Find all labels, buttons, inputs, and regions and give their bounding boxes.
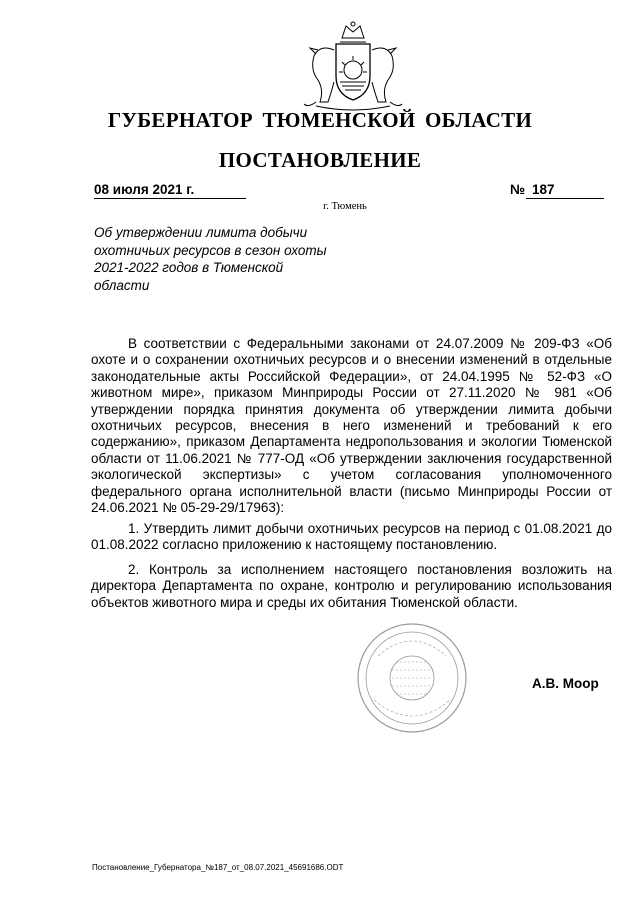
number-sign: № — [510, 182, 526, 197]
footer-filename: Постановление_Губернатора_№187_от_08.07.2021_45691686.ODT — [92, 863, 344, 872]
coat-of-arms-emblem — [302, 20, 404, 116]
authority-title: ГУБЕРНАТОР ТЮМЕНСКОЙ ОБЛАСТИ — [107, 108, 533, 132]
date-underline — [94, 198, 246, 199]
document-city: г. Тюмень — [323, 201, 367, 212]
document-type-title: ПОСТАНОВЛЕНИЕ — [218, 148, 422, 172]
document-subject: Об утверждении лимита добычи охотничьих ресурсов в сезон охоты 2021-2022 годов в Тюменской области — [94, 225, 327, 293]
item-2-paragraph: 2. Контроль за исполнением настоящего постановления возложить на директора Департамента по охране, контролю и регулированию использования объектов животного мира и среды их обитания Тюменской области. — [91, 562, 612, 610]
official-seal-stamp — [356, 622, 468, 734]
document-date: 08 июля 2021 г. — [94, 182, 195, 197]
number-underline — [526, 198, 604, 199]
preamble-paragraph: В соответствии с Федеральными законами от 24.07.2009 № 209-ФЗ «Об охоте и о сохранении охотничьих ресурсов и о внесении изменений в отдельные законодательные акты Российской Федерации», от 24.04.1995 № 52-ФЗ «О животном мире», приказом Минприроды России от 27.11.2020 № 981 «Об утверждении порядка принятия документа об утверждении лимита добычи охотничьих ресурсов, внесения в него изменений и требований к его содержанию», приказом Департамента недропользования и экологии Тюменской области от 11.06.2021 № 777-ОД «Об утверждении заключения государственной экологической экспертизы» с учетом согласования уполномоченного федерального органа исполнительной власти (письмо Минприроды России от 24.06.2021 № 05-29-29/17963): — [91, 336, 612, 516]
document-number: 187 — [532, 182, 555, 197]
item-1-paragraph: 1. Утвердить лимит добычи охотничьих ресурсов на период с 01.08.2021 до 01.08.2022 согласно приложению к настоящему постановлению. — [91, 521, 612, 553]
signer-name: А.В. Моор — [532, 676, 599, 691]
